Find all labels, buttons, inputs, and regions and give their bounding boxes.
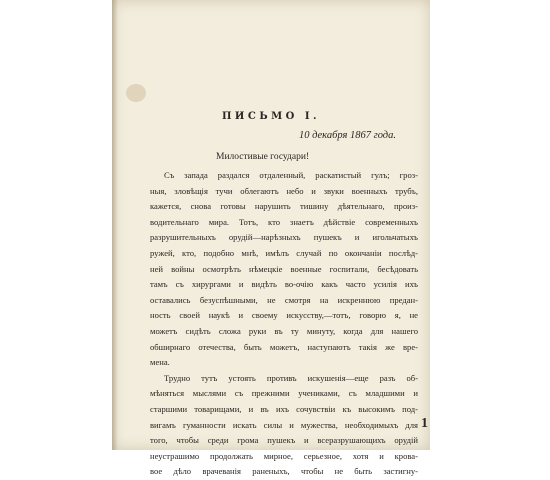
text-line: водительнаго мира. Тотъ, кто знаетъ дѣйствіе современныхъ: [150, 216, 418, 227]
text-line: разрушительныхъ орудій—нарѣзныхъ пушекъ и игольчатыхъ: [150, 232, 418, 243]
text-line: мена.: [150, 357, 170, 368]
text-line: ружей, кто, подобно мнѣ, имѣлъ случай по окончаніи послѣд-: [150, 247, 418, 258]
text-line: того, чтобы среди грома пушекъ и всеразрушающихъ орудій: [150, 435, 418, 446]
text-line: ныя, зловѣщія тучи облегаютъ небо и звуки военныхъ трубъ,: [150, 185, 418, 196]
book-page: [112, 0, 430, 477]
text-line: ность своей наукѣ и своему искусству,—тотъ, говорю я, не: [150, 310, 418, 321]
text-line: мѣняться мыслями съ прежними учениками, съ младшими и: [150, 388, 418, 399]
text-line: вое дѣло врачеванія раненыхъ, чтобы не быть застигну-: [150, 466, 418, 477]
text-line: обширнаго отечества, быть можетъ, наступаютъ такія же вре-: [150, 341, 418, 352]
letter-body: [150, 168, 418, 480]
paper-stain: [126, 84, 146, 102]
letter-heading: ПИСЬМО I.: [221, 111, 321, 122]
text-line: тамъ съ хирургами и видѣть во-очію какъ часто усилія ихъ: [150, 279, 418, 290]
text-line: Трудно тутъ устоять противъ искушенія—еще разъ об-: [164, 372, 418, 383]
text-line: старшими товарищами, и въ ихъ сочувствіи къ высокимъ под-: [150, 403, 418, 414]
salutation: Милостивые государи!: [216, 152, 310, 162]
text-line: оставались безуспѣшными, не смотря на искреннюю предан-: [150, 294, 418, 305]
text-line: ней войны осмотрѣть нѣмецкіе военные госпитали, бесѣдовать: [150, 263, 418, 274]
text-line: можетъ сидѣть сложа руки въ ту минуту, когда для нашего: [150, 325, 418, 336]
spine-shadow: [112, 0, 118, 450]
text-line: Съ запада раздался отдаленный, раскатистый гулъ; гроз-: [164, 170, 418, 180]
text-line: неустрашимо продолжать мирное, серьезное, хотя и крова-: [150, 450, 418, 461]
letter-date: 10 декабря 1867 года.: [298, 130, 396, 141]
text-line: кажется, снова готовы нарушить тишину дѣятельнаго, произ-: [150, 201, 418, 212]
page-number: 1: [421, 416, 428, 431]
text-line: вигамъ гуманности искать силы и мужества, необходимыхъ для: [150, 419, 418, 430]
